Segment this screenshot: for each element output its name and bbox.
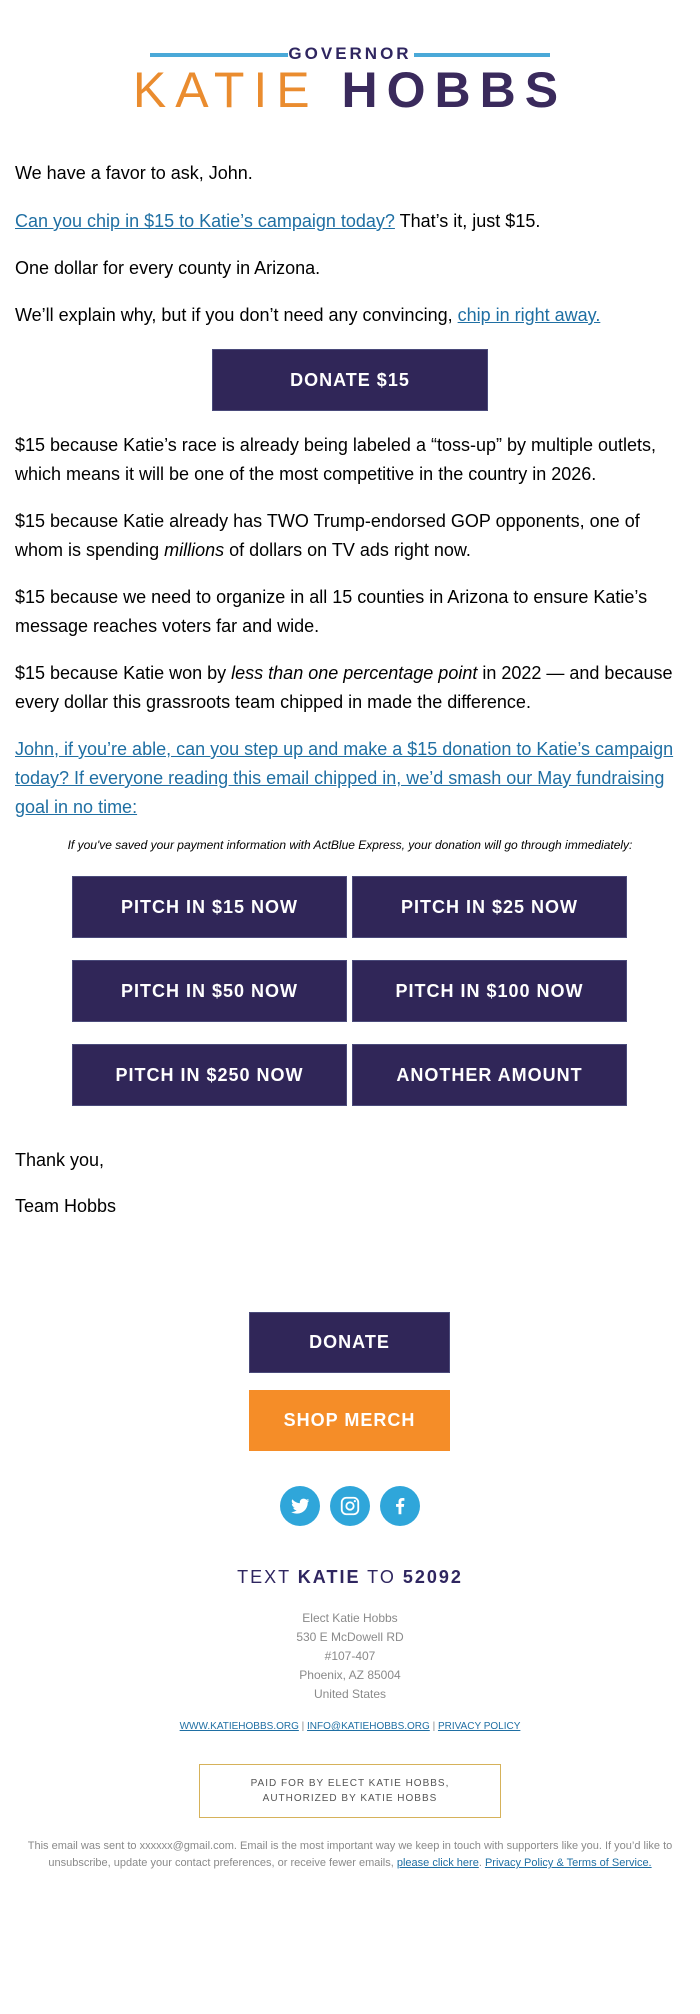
ask-paragraph <box>15 207 685 236</box>
unsubscribe-link[interactable]: please click here <box>396 1857 479 1869</box>
reason-4-text-b: in 2022 — and because every dollar this grassroots team chipped in made the difference. <box>15 663 673 712</box>
text-mid: TO <box>360 1567 403 1587</box>
reason-4-text-a: $15 because Katie won by <box>15 663 232 683</box>
cta-paragraph <box>15 735 685 822</box>
address-line: 530 E McDowell RD <box>296 1630 404 1644</box>
logo-first-name: KATIE <box>132 62 319 118</box>
reason-2-emphasis: millions <box>164 540 225 560</box>
reason-4-emphasis: less than one percentage point <box>231 663 478 683</box>
thank-you <box>15 1146 685 1175</box>
dollar-text: One dollar for every county in Arizona. <box>15 258 321 278</box>
greeting-text: We have a favor to ask, John. <box>15 163 253 183</box>
paid-for-disclaimer <box>199 1764 501 1818</box>
dollar-paragraph <box>15 254 685 283</box>
explain-text: We’ll explain why, but if you don’t need any convincing, <box>15 305 458 325</box>
email-disclaimer <box>22 1838 678 1872</box>
reason-2-text-b: of dollars on TV ads right now. <box>224 540 471 560</box>
paid-line-2: AUTHORIZED BY KATIE HOBBS <box>262 1793 438 1804</box>
address-line: Elect Katie Hobbs <box>302 1611 398 1625</box>
disclaimer-mid: . <box>478 1857 485 1869</box>
actblue-express-note: If you've saved your payment information with ActBlue Express, your donation will go through immediately: <box>67 838 633 852</box>
signoff <box>15 1192 685 1221</box>
text-keyword: KATIE <box>297 1567 361 1587</box>
greeting <box>15 159 685 188</box>
pitch-in-100-button[interactable]: PITCH IN $100 NOW <box>352 960 627 1022</box>
text-number: 52092 <box>402 1567 463 1587</box>
reason-2-text-a: $15 because Katie already has TWO Trump-endorsed GOP opponents, one of whom is spending <box>15 511 640 560</box>
campaign-logo <box>0 44 700 118</box>
shop-merch-button[interactable]: SHOP MERCH <box>249 1390 450 1451</box>
disclaimer-text: This email was sent to xxxxxx@gmail.com. Email is the most important way we keep in touch with supporters like you. If you’d like to unsubscribe, update your contact preferences, or receive fewer emails, <box>27 1840 673 1869</box>
reason-toss-up <box>15 431 685 489</box>
pitch-in-15-button[interactable]: PITCH IN $15 NOW <box>72 876 347 938</box>
address-line: Phoenix, AZ 85004 <box>299 1668 401 1682</box>
twitter-icon[interactable] <box>280 1486 320 1526</box>
logo-last-name: HOBBS <box>341 62 568 118</box>
address-line: United States <box>313 1687 387 1701</box>
link-separator: | <box>429 1721 438 1732</box>
address-line: #107-407 <box>324 1649 376 1663</box>
footer-links <box>0 1721 700 1732</box>
reason-opponents <box>15 507 685 565</box>
thank-you-text: Thank you, <box>15 1150 105 1170</box>
text-to-join <box>0 1567 700 1588</box>
chip-in-link[interactable]: Can you chip in $15 to Katie’s campaign today? <box>15 211 395 231</box>
privacy-policy-link[interactable]: PRIVACY POLICY <box>437 1721 521 1732</box>
mailing-address <box>0 1609 700 1704</box>
donate-15-button[interactable]: DONATE $15 <box>212 349 488 411</box>
privacy-terms-link[interactable]: Privacy Policy & Terms of Service. <box>484 1857 652 1869</box>
website-link[interactable]: WWW.KATIEHOBBS.ORG <box>179 1721 299 1732</box>
pitch-in-25-button[interactable]: PITCH IN $25 NOW <box>352 876 627 938</box>
step-up-donation-link[interactable]: John, if you’re able, can you step up and make a $15 donation to Katie’s campaign today? If everyone reading this email chipped in, we’d smash our May fundraising goal in no time: <box>15 739 674 817</box>
signoff-text: Team Hobbs <box>15 1196 117 1216</box>
social-links <box>0 1486 700 1528</box>
pitch-in-250-button[interactable]: PITCH IN $250 NOW <box>72 1044 347 1106</box>
reason-margin <box>15 659 685 717</box>
footer-donate-button[interactable]: DONATE <box>249 1312 450 1373</box>
logo-governor-text: GOVERNOR <box>288 44 412 63</box>
link-separator: | <box>298 1721 308 1732</box>
email-link[interactable]: INFO@KATIEHOBBS.ORG <box>307 1721 430 1732</box>
another-amount-button[interactable]: ANOTHER AMOUNT <box>352 1044 627 1106</box>
pitch-in-50-button[interactable]: PITCH IN $50 NOW <box>72 960 347 1022</box>
reason-counties <box>15 583 685 641</box>
paid-line-1: PAID FOR BY ELECT KATIE HOBBS, <box>250 1778 450 1789</box>
text-prefix: TEXT <box>237 1567 298 1587</box>
facebook-icon[interactable] <box>380 1486 420 1526</box>
logo-name <box>0 62 700 118</box>
reason-3-text: $15 because we need to organize in all 15 counties in Arizona to ensure Katie’s message reaches voters far and wide. <box>15 587 648 636</box>
explain-paragraph <box>15 301 685 330</box>
reason-1-text: $15 because Katie’s race is already being labeled a “toss-up” by multiple outlets, which means it will be one of the most competitive in the country in 2026. <box>15 435 657 484</box>
chip-in-right-away-link[interactable]: chip in right away. <box>457 305 601 325</box>
instagram-icon[interactable] <box>330 1486 370 1526</box>
ask-tail-text: That’s it, just $15. <box>394 211 541 231</box>
